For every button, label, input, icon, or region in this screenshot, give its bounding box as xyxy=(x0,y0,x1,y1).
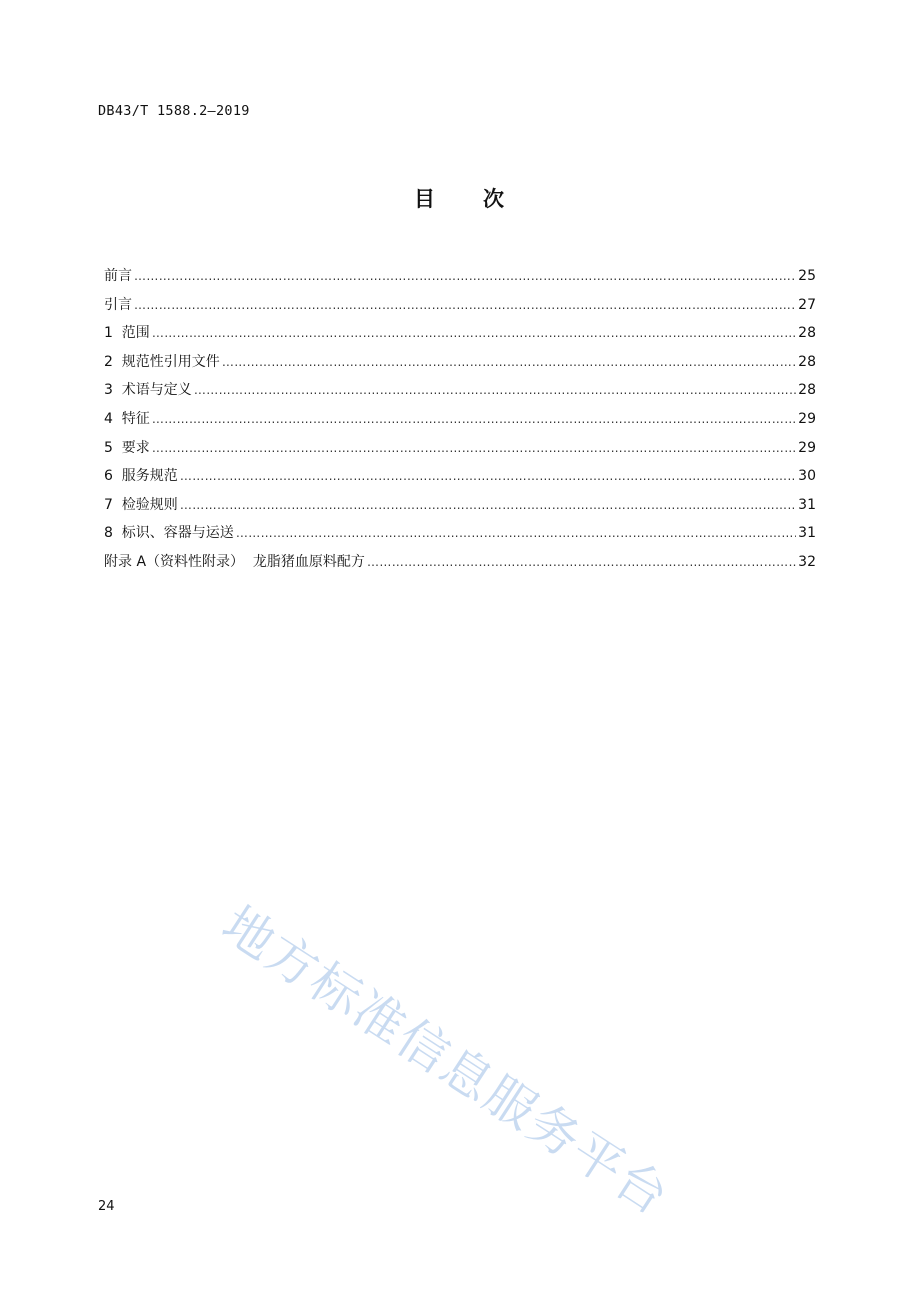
toc-entry-label: 5 要求 xyxy=(104,439,150,456)
toc-entry-label: 7 检验规则 xyxy=(104,496,178,513)
toc-entry[interactable] xyxy=(104,491,816,520)
toc-entry-page: 32 xyxy=(798,553,816,570)
page-number: 24 xyxy=(98,1199,115,1214)
toc-entry-page: 28 xyxy=(798,353,816,370)
toc-entry-page: 28 xyxy=(798,325,816,342)
toc-entry-page: 27 xyxy=(798,296,816,313)
toc-leader-dots xyxy=(152,434,796,463)
toc-entry-page: 25 xyxy=(798,268,816,284)
toc-entry-label: 4 特征 xyxy=(104,410,150,427)
toc-entry-label: 2 规范性引用文件 xyxy=(104,353,220,370)
toc-leader-dots xyxy=(152,319,796,348)
toc-entry-label: 前言 xyxy=(104,268,132,284)
toc-leader-dots xyxy=(134,291,796,320)
toc-entry-label: 1 范围 xyxy=(104,325,150,342)
toc-entry-page: 29 xyxy=(798,439,816,456)
toc-entry[interactable] xyxy=(104,405,816,434)
toc-entry[interactable] xyxy=(104,462,816,491)
toc-entry-page: 31 xyxy=(798,525,816,542)
toc-entry-page: 30 xyxy=(798,468,816,485)
toc-entry[interactable] xyxy=(104,348,816,377)
toc-leader-dots xyxy=(236,519,796,548)
toc-title-right: 次 xyxy=(483,187,506,211)
toc-entry-label: 引言 xyxy=(104,296,132,313)
toc-entry-label: 6 服务规范 xyxy=(104,468,178,485)
table-of-contents xyxy=(104,262,816,577)
toc-entry-label: 附录 A（资料性附录） 龙脂猪血原料配方 xyxy=(104,553,365,570)
toc-entry[interactable] xyxy=(104,262,816,291)
toc-entry-page: 28 xyxy=(798,382,816,399)
toc-entry[interactable] xyxy=(104,434,816,463)
toc-entry-page: 31 xyxy=(798,496,816,513)
toc-entry[interactable] xyxy=(104,548,816,577)
toc-leader-dots xyxy=(367,548,796,577)
toc-title xyxy=(0,183,920,213)
toc-entry-label: 8 标识、容器与运送 xyxy=(104,525,234,542)
toc-entry[interactable] xyxy=(104,319,816,348)
toc-leader-dots xyxy=(152,405,796,434)
watermark: 地方标准信息服务平台 xyxy=(212,895,680,1227)
toc-leader-dots xyxy=(222,348,796,377)
document-id: DB43/T 1588.2—2019 xyxy=(98,103,250,119)
toc-entry-label: 3 术语与定义 xyxy=(104,382,192,399)
toc-leader-dots xyxy=(134,262,796,291)
toc-title-left: 目 xyxy=(414,187,437,211)
toc-leader-dots xyxy=(180,462,796,491)
toc-leader-dots xyxy=(194,376,796,405)
toc-entry-page: 29 xyxy=(798,410,816,427)
toc-leader-dots xyxy=(180,491,796,520)
toc-entry[interactable] xyxy=(104,291,816,320)
toc-entry[interactable] xyxy=(104,519,816,548)
toc-entry[interactable] xyxy=(104,376,816,405)
